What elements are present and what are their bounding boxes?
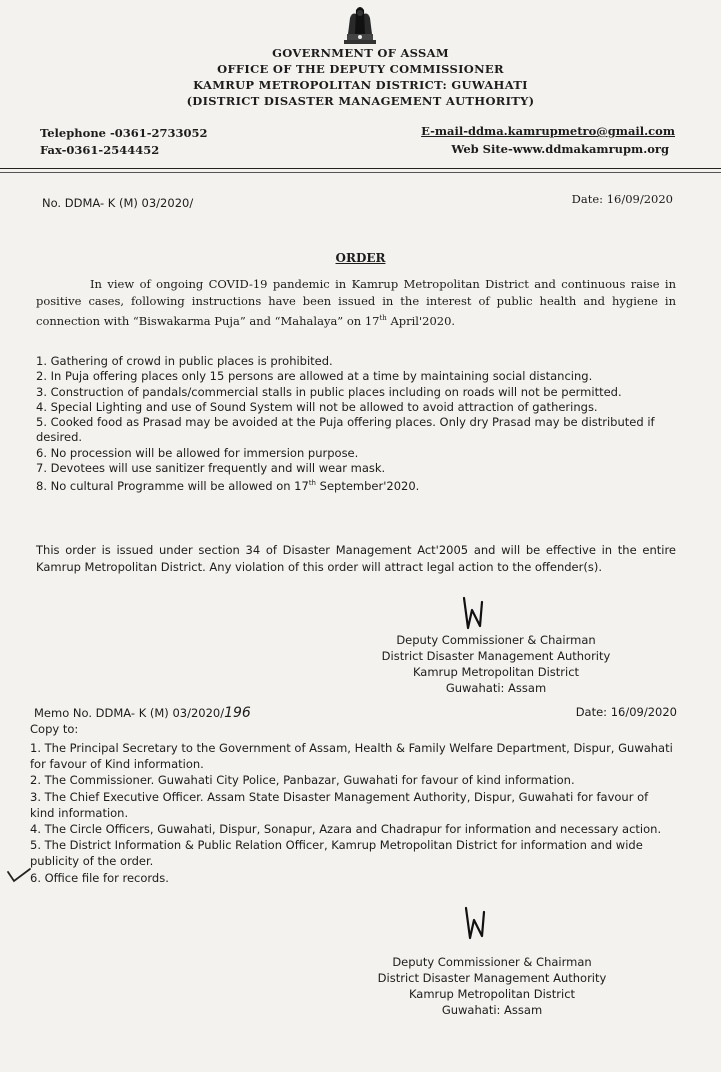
- memo-number-text: Memo No. DDMA- K (M) 03/2020/: [34, 706, 225, 720]
- order-reference-number: No. DDMA- K (M) 03/2020/: [42, 196, 194, 210]
- signatory-district: Kamrup Metropolitan District: [412, 665, 580, 679]
- signature-mark: [460, 902, 492, 944]
- order-intro-end: April'2020.: [386, 313, 456, 328]
- list-item: 4. The Circle Officers, Guwahati, Dispur, Sonapur, Azara and Chadrapur for information and necessary action.: [30, 822, 662, 837]
- list-item: [36, 476, 676, 494]
- website-address: Web Site-www.ddmakamrupm.org: [451, 142, 669, 156]
- signatory-location: Guwahati: Assam: [445, 681, 547, 695]
- list-item: 1. The Principal Secretary to the Government of Assam, Health & Family Welfare Department, Dispur, Guwahati for favour of Kind information.: [30, 741, 673, 772]
- item8-end: September'2020.: [316, 479, 420, 494]
- list-item: 3. Construction of pandals/commercial stalls in public places including on roads will not be permitted.: [36, 384, 622, 399]
- signature-mark: [458, 592, 490, 634]
- order-title: ORDER: [335, 251, 386, 265]
- item8-sup: th: [308, 479, 316, 488]
- order-date: Date: 16/09/2020: [571, 192, 673, 206]
- header-government: GOVERNMENT OF ASSAM: [272, 46, 449, 60]
- order-intro-text: In view of ongoing COVID-19 pandemic in Kamrup Metropolitan District and continuous raise in positive cases, following instructions have been issued in the interest of public health and hygiene in connection with “Biswakarma Puja” and “Mahalaya” on 17: [36, 277, 676, 328]
- order-intro-sup: th: [379, 314, 387, 322]
- list-item: 7. Devotees will use sanitizer frequently and will wear mask.: [36, 461, 386, 476]
- item8-text: 8. No cultural Programme will be allowed on 17: [36, 479, 309, 494]
- list-item: 4. Special Lighting and use of Sound System will not be allowed to avoid attraction of gatherings.: [36, 399, 598, 414]
- signature-block-order: [360, 632, 632, 696]
- fax-number: Fax-0361-2544452: [40, 143, 160, 157]
- list-item: 2. In Puja offering places only 15 persons are allowed at a time by maintaining social distancing.: [36, 369, 593, 384]
- copy-list: [30, 740, 676, 886]
- header-divider: [0, 168, 721, 169]
- signatory-title: Deputy Commissioner & Chairman: [396, 633, 596, 647]
- header-authority: (DISTRICT DISASTER MANAGEMENT AUTHORITY): [186, 94, 535, 108]
- order-intro: [36, 276, 676, 330]
- signatory-authority: District Disaster Management Authority: [381, 649, 611, 663]
- header-office: OFFICE OF THE DEPUTY COMMISSIONER: [217, 62, 504, 76]
- list-item: 3. The Chief Executive Officer. Assam State Disaster Management Authority, Dispur, Guwahati for favour of kind information.: [30, 789, 649, 820]
- list-item: 5. The District Information & Public Relation Officer, Kamrup Metropolitan District for information and wide publicity of the order.: [30, 838, 643, 869]
- list-item: 5. Cooked food as Prasad may be avoided at the Puja offering places. Only dry Prasad may be distributed if desired.: [36, 415, 655, 445]
- header-district: KAMRUP METROPOLITAN DISTRICT: GUWAHATI: [193, 78, 528, 92]
- email-address: E-mail-ddma.kamrupmetro@gmail.com: [421, 124, 675, 138]
- telephone-number: Telephone -0361-2733052: [40, 126, 208, 140]
- signatory-title: Deputy Commissioner & Chairman: [392, 955, 592, 969]
- state-emblem-icon: [338, 4, 382, 46]
- memo-handwritten-number: 196: [224, 705, 251, 721]
- signatory-location: Guwahati: Assam: [441, 1003, 543, 1017]
- signature-block-memo: [356, 954, 628, 1018]
- list-item: 6. Office file for records.: [30, 870, 169, 885]
- signatory-district: Kamrup Metropolitan District: [408, 987, 576, 1001]
- check-mark-icon: [6, 866, 32, 884]
- order-items-list: [36, 354, 676, 495]
- memo-date: Date: 16/09/2020: [575, 705, 677, 719]
- signatory-authority: District Disaster Management Authority: [377, 971, 607, 985]
- header-divider-thin: [0, 172, 721, 173]
- list-item: 2. The Commissioner. Guwahati City Police, Panbazar, Guwahati for favour of kind information.: [30, 773, 575, 788]
- list-item: 6. No procession will be allowed for immersion purpose.: [36, 445, 359, 460]
- order-closing: This order is issued under section 34 of Disaster Management Act'2005 and will be effective in the entire Kamrup Metropolitan District. Any violation of this order will attract legal action to the offender(s).: [36, 543, 676, 574]
- memo-number: [34, 705, 251, 721]
- copy-to-label: Copy to:: [30, 722, 79, 736]
- list-item: 1. Gathering of crowd in public places is prohibited.: [36, 354, 333, 368]
